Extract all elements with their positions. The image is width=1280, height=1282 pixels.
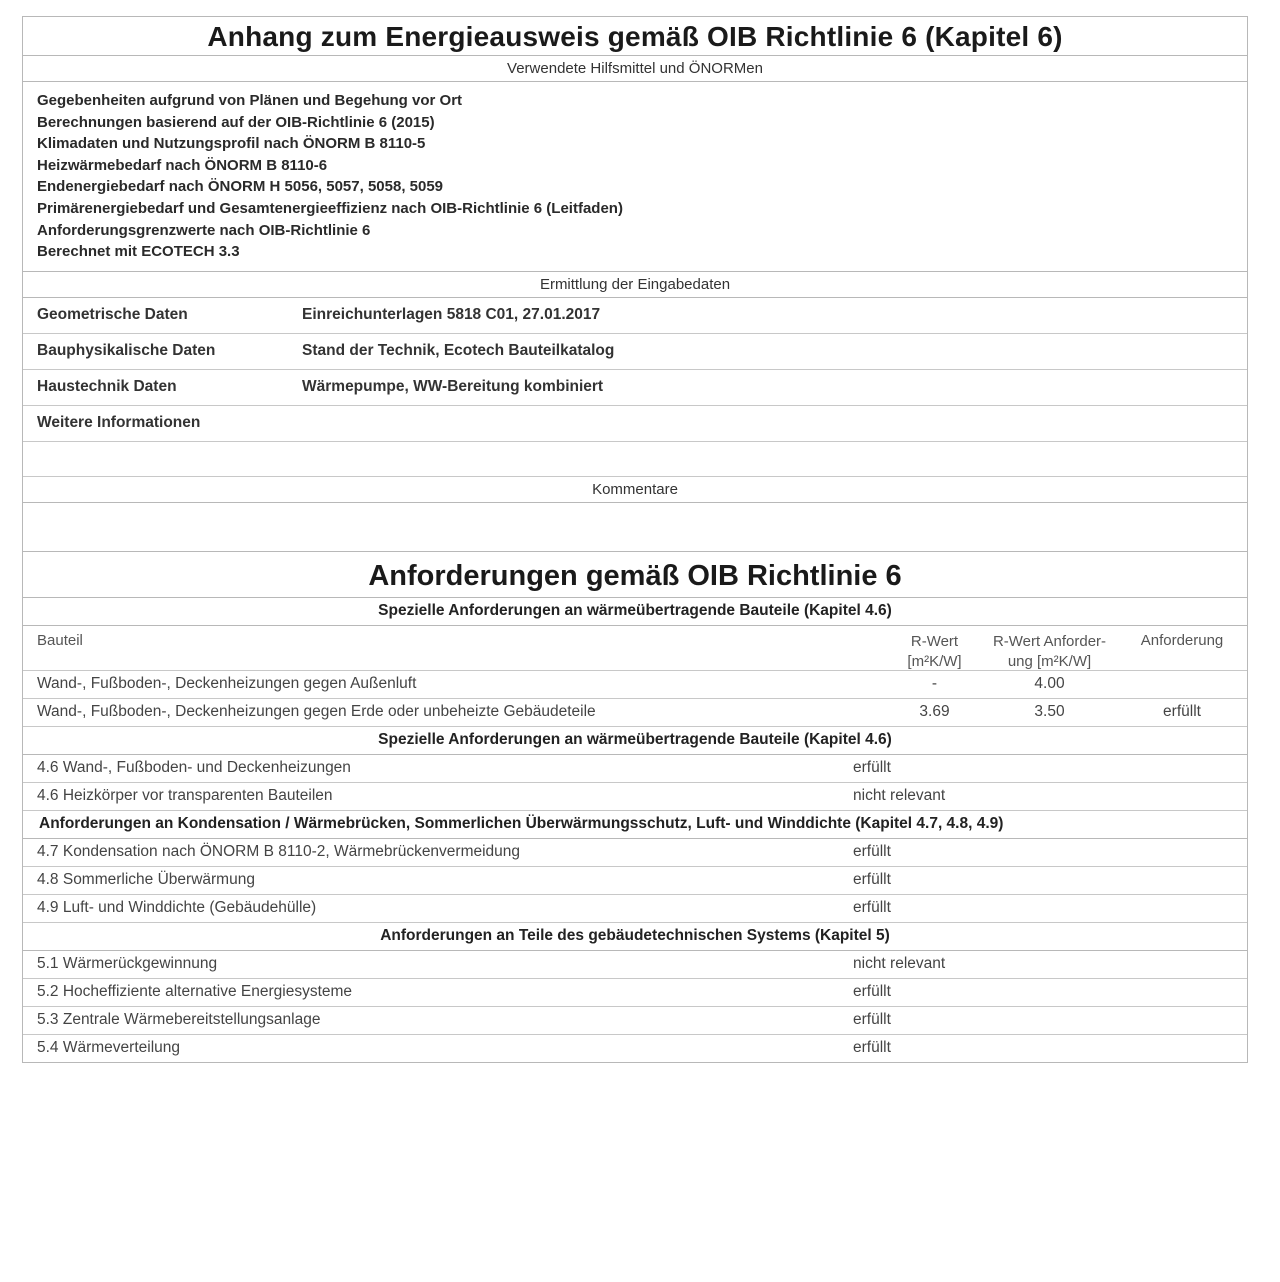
requirement-status: erfüllt [853,983,891,1001]
requirement-status: erfüllt [853,871,891,889]
requirement-status: erfüllt [853,1039,891,1057]
aid-item: Klimadaten und Nutzungsprofil nach ÖNORM B 8110-5 [37,135,426,153]
requirement-status: erfüllt [853,843,891,861]
header-req: Anforderung [1140,631,1224,649]
aid-item: Berechnet mit ECOTECH 3.3 [37,243,240,261]
input-spacer [23,442,1247,477]
requirement-name: 5.4 Wärmeverteilung [37,1039,181,1057]
section-heading: Spezielle Anforderungen an wärmeübertragende Bauteile (Kapitel 4.6) [23,727,1247,755]
table-header [23,626,1247,671]
header-rvalue: R-Wert [m²K/W] [907,632,962,670]
input-label: Weitere Informationen [37,414,201,432]
requirement-status: erfüllt [853,759,891,777]
section-heading: Anforderungen an Teile des gebäudetechnischen Systems (Kapitel 5) [23,923,1247,951]
component-rvalue: - [931,675,938,693]
requirement-name: 4.7 Kondensation nach ÖNORM B 8110-2, Wärmebrückenvermeidung [37,843,521,861]
component-rreq: 4.00 [1034,675,1065,693]
requirement-status: erfüllt [853,1011,891,1029]
section-heading: Spezielle Anforderungen an wärmeübertragende Bauteile (Kapitel 4.6) [23,597,1247,626]
annex-block [22,16,1248,1063]
requirement-name: 5.3 Zentrale Wärmebereitstellungsanlage [37,1011,321,1029]
aids-list [23,82,1247,271]
annex-title: Anhang zum Energieausweis gemäß OIB Richtlinie 6 (Kapitel 6) [207,21,1063,52]
requirement-status: erfüllt [853,899,891,917]
table-row [23,895,1247,923]
aid-item: Anforderungsgrenzwerte nach OIB-Richtlinie 6 [37,221,371,239]
table-row [23,671,1247,699]
document-page [22,16,1248,1063]
table-row [23,783,1247,811]
input-row [23,370,1247,406]
component-rreq: 3.50 [1034,703,1065,721]
section-heading: Anforderungen an Kondensation / Wärmebrücken, Sommerlichen Überwärmungsschutz, Luft- und Winddichte (Kapitel 4.7, 4.8, 4.9) [23,811,1247,839]
table-row [23,699,1247,727]
component-name: Wand-, Fußboden-, Deckenheizungen gegen Erde oder unbeheizte Gebäudeteile [37,703,596,721]
input-label: Geometrische Daten [37,306,188,324]
header-component: Bauteil [37,631,83,649]
aids-heading: Verwendete Hilfsmittel und ÖNORMen [23,55,1247,82]
comments-body [23,503,1247,552]
input-heading: Ermittlung der Eingabedaten [23,271,1247,298]
input-label: Bauphysikalische Daten [37,342,216,360]
input-value: Wärmepumpe, WW-Bereitung kombiniert [302,378,604,396]
table-row [23,839,1247,867]
requirement-name: 4.6 Wand-, Fußboden- und Deckenheizungen [37,759,351,777]
input-value: Stand der Technik, Ecotech Bauteilkatalog [302,342,615,360]
input-value: Einreichunterlagen 5818 C01, 27.01.2017 [302,306,601,324]
input-row [23,298,1247,334]
header-rreq: R-Wert Anforder-ung [m²K/W] [992,632,1107,670]
aid-item: Primärenergiebedarf und Gesamtenergieeffizienz nach OIB-Richtlinie 6 (Leitfaden) [37,199,623,217]
requirement-name: 5.1 Wärmerückgewinnung [37,955,218,973]
component-status: erfüllt [1163,703,1201,721]
requirement-name: 5.2 Hocheffiziente alternative Energiesysteme [37,983,353,1001]
input-row [23,406,1247,442]
table-row [23,1035,1247,1062]
table-row [23,867,1247,895]
input-row [23,334,1247,370]
requirement-status: nicht relevant [853,955,946,973]
table-row [23,1007,1247,1035]
requirement-name: 4.9 Luft- und Winddichte (Gebäudehülle) [37,899,317,917]
table-row [23,979,1247,1007]
table-row [23,951,1247,979]
input-label: Haustechnik Daten [37,378,177,396]
comments-heading: Kommentare [23,477,1247,503]
aid-item: Heizwärmebedarf nach ÖNORM B 8110-6 [37,156,328,174]
aid-item: Gegebenheiten aufgrund von Plänen und Begehung vor Ort [37,92,463,109]
requirement-name: 4.8 Sommerliche Überwärmung [37,871,255,889]
requirement-status: nicht relevant [853,787,946,805]
requirements-title: Anforderungen gemäß OIB Richtlinie 6 [368,559,902,592]
aid-item: Endenergiebedarf nach ÖNORM H 5056, 5057, 5058, 5059 [37,178,444,196]
requirement-name: 4.6 Heizkörper vor transparenten Bauteilen [37,787,333,805]
table-row [23,755,1247,783]
component-name: Wand-, Fußboden-, Deckenheizungen gegen Außenluft [37,675,417,693]
aid-item: Berechnungen basierend auf der OIB-Richtlinie 6 (2015) [37,113,435,131]
component-rvalue: 3.69 [919,703,950,721]
